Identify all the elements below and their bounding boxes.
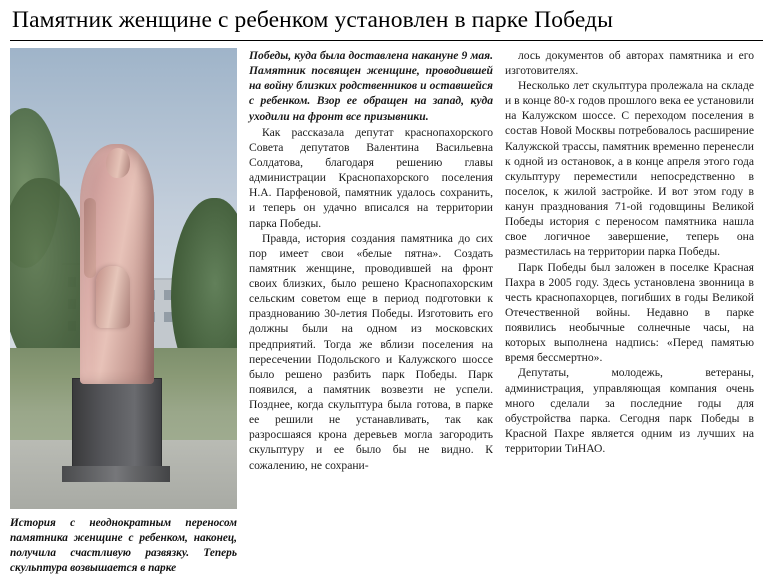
monument-photo (10, 48, 237, 509)
paragraph: лось документов об авторах памятника и его изготовителях. (505, 48, 754, 77)
photo-column (10, 48, 237, 575)
text-column-3 (505, 48, 754, 456)
pedestal-base (62, 466, 170, 482)
paragraph: Парк Победы был заложен в поселке Красная Пахра в 2005 году. Здесь установлена звонница в честь краснопахорцев, погибших в годы Великой Отечественной войны. Недавно в парке появились необычные солнечные часы, на которых выполнена надпись: «Перед памятью время бессмертно». (505, 260, 754, 365)
title-divider (10, 40, 763, 41)
page-title: Памятник женщине с ребенком установлен в парке Победы (12, 7, 613, 33)
statue-head (106, 148, 130, 178)
paragraph: Правда, история создания памятника до сих пор имеет свои «белые пятна». Создать памятник женщине, проводившей на фронт своих близких, было решено Краснопахорским сельским советом еще в период подготовки к празднованию 30-летия Победы. Изготовить его должны были на одном из московских предприятий. Тогда же вблизи поселения на пересечении Подольского и Калужского шоссе было решено разбить парк Победы. Парк появился, а памятник возвезти не успели. Позднее, когда скульптура была готова, в парке ее решили не устанавливать, так как разросшаяся крона деревьев могла загородить скульптуру и ее было бы не видно. К сожалению, не сохрани- (249, 231, 493, 472)
paragraph: Депутаты, молодежь, ветераны, администрация, управляющая компания очень много сделали за последние годы для обустройства парка. Сегодня парк Победы в Красной Пахре является одним из лучших на территории ТиНАО. (505, 366, 754, 456)
statue-arm (84, 198, 96, 278)
lead-paragraph: Победы, куда была доставлена накануне 9 мая. Памятник посвящен женщине, проводившей на войну близких родственников и оставшейся с ребенком. Взор ее обращен на запад, куда уходили на фронт все призывники. (249, 48, 493, 123)
article-columns (10, 48, 763, 575)
paragraph: Как рассказала депутат краснопахорского Совета депутатов Валентина Васильевна Солдатова, благодаря решению главы администрации Краснопахорского поселения Н.А. Парфеновой, памятник удалось сохранить, и теперь он удачно вписался на территории парка Победы. (249, 125, 493, 230)
pedestal (72, 378, 162, 472)
photo-caption: История с неоднократным переносом памятника женщине с ребенком, наконец, получила счастливую развязку. Теперь скульптура возвышается в парке (10, 516, 237, 574)
paragraph: Несколько лет скульптура пролежала на складе и в конце 80-х годов прошлого века ее установили на Калужском шоссе. С переходом поселения в состав Новой Москвы потребовалось расширение Калужской трассы, памятник временно перенесли к одной из остановок, а в конце апреля этого года скульптуру переместили непосредственно в поселок, к жилой застройке. И вот этом году в канун празднования 71-ой годовщины Великой Победы история с переносом памятника нашла свое логичное завершение, теперь она разместилась на территории парка Победы. (505, 79, 754, 259)
statue-child (96, 266, 130, 328)
text-column-2 (249, 48, 493, 473)
